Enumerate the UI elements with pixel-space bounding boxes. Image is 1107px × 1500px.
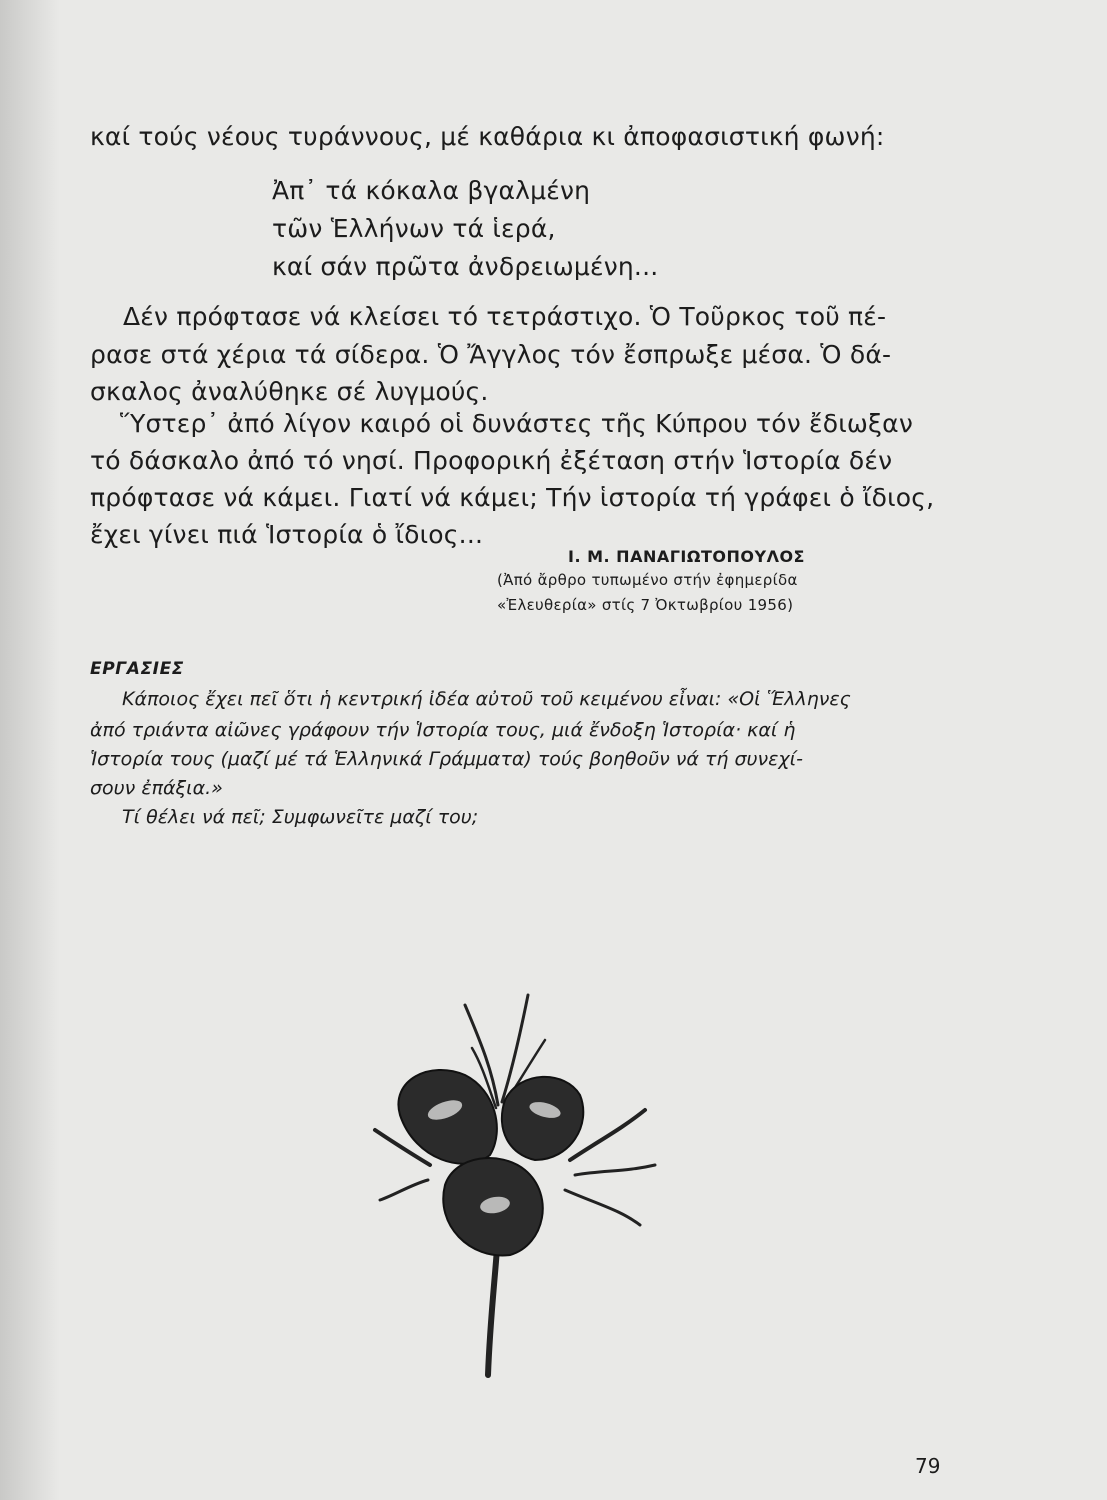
flower-illustration [370, 990, 670, 1390]
exercise-line-1: Κάποιος ἔχει πεῖ ὅτι ἡ κεντρική ἰδέα αὐτοῦ τοῦ κειμένου εἶναι: «Οἱ Ἕλληνες [122, 688, 851, 710]
verse-line-2: τῶν Ἑλλήνων τά ἱερά, [272, 214, 556, 243]
page-gutter-shadow [0, 0, 60, 1500]
exercise-question: Τί θέλει νά πεῖ; Συμφωνεῖτε μαζί του; [122, 806, 479, 828]
paragraph-1-line-3: σκαλος ἀναλύθηκε σέ λυγμούς. [90, 377, 489, 406]
verse-line-3: καί σάν πρῶτα ἀνδρειωμένη... [272, 252, 659, 281]
paragraph-1-line-2: ρασε στά χέρια τά σίδερα. Ὁ Ἄγγλος τόν ἔσπρωξε μέσα. Ὁ δά- [90, 340, 892, 369]
verse-line-1: Ἀπ᾽ τά κόκαλα βγαλμένη [272, 176, 591, 205]
exercise-line-3: Ἱστορία τους (μαζί μέ τά Ἑλληνικά Γράμματα) τούς βοηθοῦν νά τή συνεχί- [90, 748, 803, 770]
exercise-line-2: ἀπό τριάντα αἰῶνες γράφουν τήν Ἱστορία τους, μιά ἔνδοξη Ἱστορία· καί ἡ [90, 719, 796, 741]
sepal [380, 1180, 428, 1200]
sepal [575, 1165, 655, 1175]
exercise-line-4: σουν ἐπάξια.» [90, 777, 223, 799]
text-line: καί τούς νέους τυράννους, μέ καθάρια κι ἀποφασιστική φωνή: [90, 122, 885, 151]
sepal [565, 1190, 640, 1225]
paragraph-1-line-1: Δέν πρόφτασε νά κλείσει τό τετράστιχο. Ὁ Τοῦρκος τοῦ πέ- [123, 302, 887, 331]
paragraph-2-line-1: Ὕστερ᾽ ἀπό λίγον καιρό οἱ δυνάστες τῆς Κύπρου τόν ἔδιωξαν [120, 409, 914, 438]
paragraph-2-line-2: τό δάσκαλο ἀπό τό νησί. Προφορική ἐξέταση στήν Ἱστορία δέν [90, 446, 893, 475]
author-signature: Ι. Μ. ΠΑΝΑΓΙΩΤΟΠΟΥΛΟΣ [568, 547, 805, 566]
source-line-1: (Ἀπό ἄρθρο τυπωμένο στήν ἐφημερίδα [497, 571, 798, 589]
page-number: 79 [915, 1454, 941, 1478]
exercises-heading: ΕΡΓΑΣΙΕΣ [90, 659, 185, 679]
paragraph-2-line-4: ἔχει γίνει πιά Ἱστορία ὁ ἴδιος... [90, 520, 484, 549]
petal [502, 1077, 583, 1160]
source-line-2: «Ἐλευθερία» στίς 7 Ὀκτωβρίου 1956) [497, 596, 794, 614]
paragraph-2-line-3: πρόφτασε νά κάμει. Γιατί νά κάμει; Τήν ἱστορία τή γράφει ὁ ἴδιος, [90, 483, 935, 512]
